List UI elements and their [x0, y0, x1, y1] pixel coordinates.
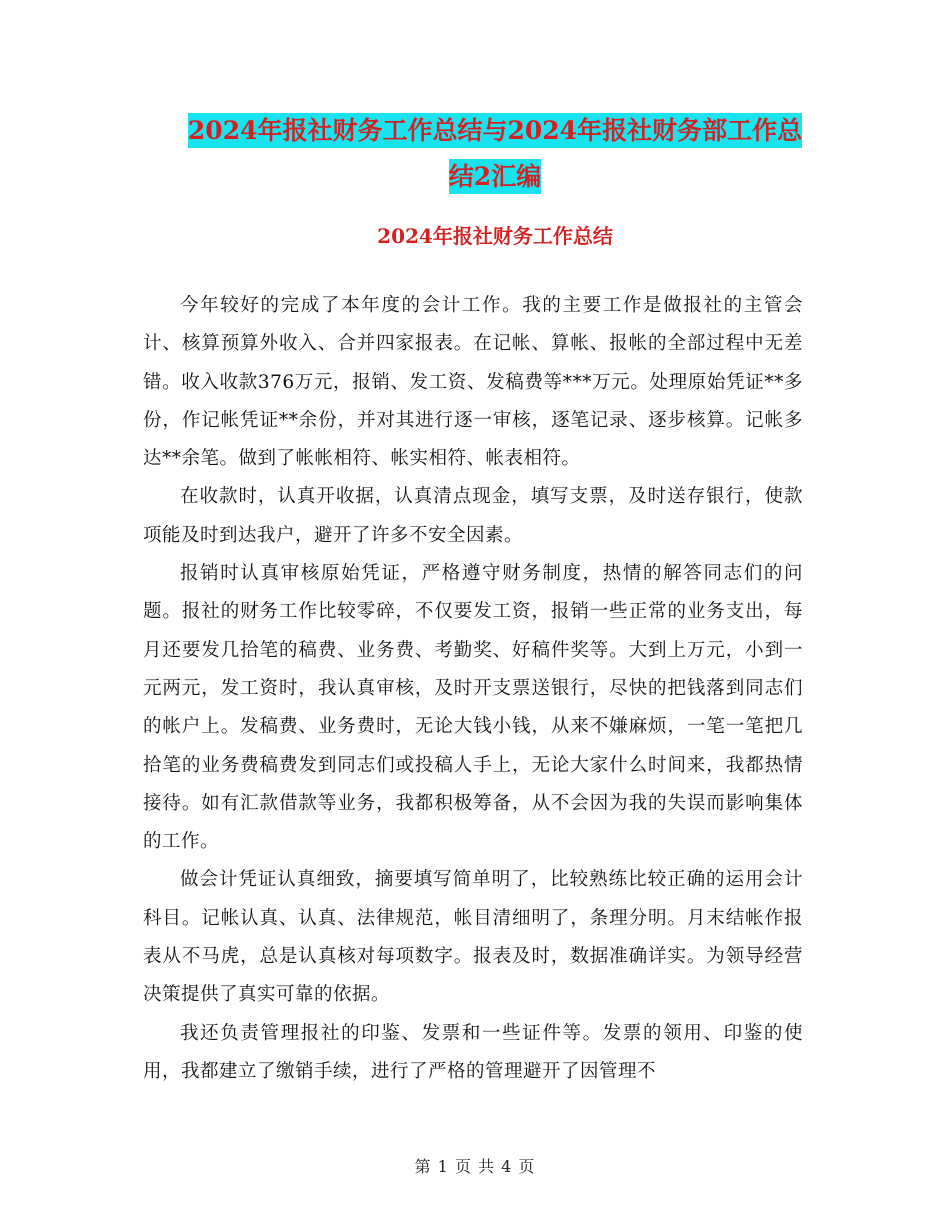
paragraph: 报销时认真审核原始凭证，严格遵守财务制度，热情的解答同志们的问题。报社的财务工作比较零碎，不仅要发工资，报销一些正常的业务支出，每月还要发几拾笔的稿费、业务费、考勤奖、好稿件奖等。大到上万元，小到一元两元，发工资时，我认真审核，及时开支票送银行，尽快的把钱落到同志们的帐户上。发稿费、业务费时，无论大钱小钱，从来不嫌麻烦，一笔一笔把几拾笔的业务费稿费发到同志们或投稿人手上，无论大家什么时间来，我都热情接待。如有汇款借款等业务，我都积极筹备，从不会因为我的失误而影响集体的工作。 [143, 563, 803, 853]
title-line-1: 2024年报社财务工作总结与2024年报社财务部工作总 [188, 113, 802, 148]
paragraph: 我还负责管理报社的印鉴、发票和一些证件等。发票的领用、印鉴的使用，我都建立了缴销手续，进行了严格的管理避开了因管理不 [143, 1022, 803, 1082]
section-heading: 2024年报社财务工作总结 [377, 224, 613, 248]
paragraph: 在收款时，认真开收据，认真清点现金，填写支票，及时送存银行，使款项能及时到达我户，避开了许多不安全因素。 [143, 486, 803, 546]
document-body [143, 287, 803, 1091]
page-number-footer: 第 1 页 共 4 页 [414, 1157, 536, 1176]
document-title [140, 108, 850, 200]
title-line-2: 结2汇编 [449, 159, 541, 194]
paragraph: 做会计凭证认真细致，摘要填写简单明了，比较熟练比较正确的运用会计科目。记帐认真、认真、法律规范，帐目清细明了，条理分明。月末结帐作报表从不马虎，总是认真核对每项数字。报表及时，数据准确详实。为领导经营决策提供了真实可靠的依据。 [143, 869, 803, 1006]
paragraph: 今年较好的完成了本年度的会计工作。我的主要工作是做报社的主管会计、核算预算外收入、合并四家报表。在记帐、算帐、报帐的全部过程中无差错。收入收款376万元，报销、发工资、发稿费等***万元。处理原始凭证**多份，作记帐凭证**余份，并对其进行逐一审核，逐笔记录、逐步核算。记帐多达**余笔。做到了帐帐相符、帐实相符、帐表相符。 [143, 295, 803, 470]
